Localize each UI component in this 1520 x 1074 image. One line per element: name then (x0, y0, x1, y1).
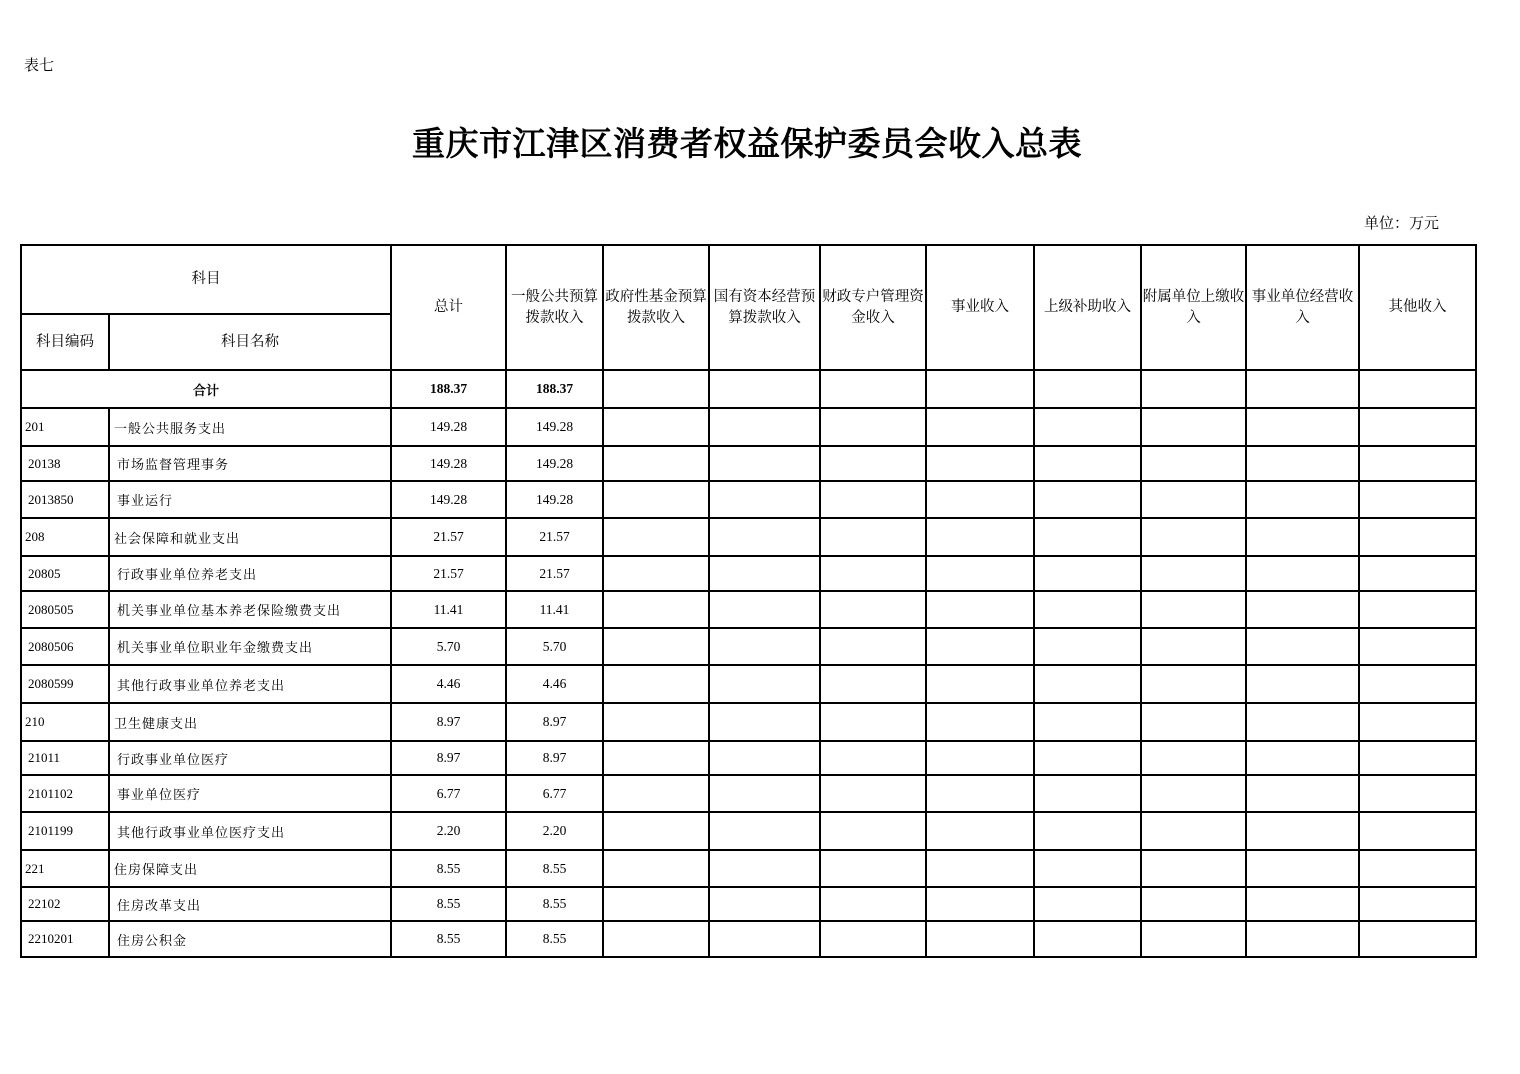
unit-label: 单位：万元 (1364, 214, 1440, 232)
header-col: 一般公共预算拨款收入 (506, 245, 603, 370)
header-code: 科目编码 (21, 314, 109, 370)
row-value (926, 703, 1034, 741)
row-value: 11.41 (391, 591, 506, 628)
header-col: 总计 (391, 245, 506, 370)
row-code: 2101199 (21, 812, 109, 850)
row-name: 事业单位医疗 (109, 775, 391, 812)
row-value: 8.55 (506, 887, 603, 921)
row-code: 2210201 (21, 921, 109, 957)
total-cell (1359, 370, 1476, 408)
header-name: 科目名称 (109, 314, 391, 370)
row-value (1359, 408, 1476, 446)
row-name: 住房公积金 (109, 921, 391, 957)
row-name: 社会保障和就业支出 (109, 518, 391, 556)
row-value (820, 665, 926, 703)
row-value (1246, 703, 1359, 741)
table-row (21, 556, 1476, 591)
header-col: 事业单位经营收入 (1246, 245, 1359, 370)
row-value (709, 850, 820, 887)
row-value (926, 665, 1034, 703)
row-value (1141, 591, 1246, 628)
row-value (820, 741, 926, 775)
table-row (21, 850, 1476, 887)
row-value (1359, 481, 1476, 518)
row-value (1034, 591, 1141, 628)
row-name: 其他行政事业单位医疗支出 (109, 812, 391, 850)
row-value: 8.55 (391, 850, 506, 887)
row-value (820, 921, 926, 957)
total-row (21, 370, 1476, 408)
total-cell: 188.37 (391, 370, 506, 408)
table-row (21, 921, 1476, 957)
row-value (926, 446, 1034, 481)
row-value (1034, 850, 1141, 887)
row-value (1246, 556, 1359, 591)
row-value (1141, 665, 1246, 703)
row-name: 其他行政事业单位养老支出 (109, 665, 391, 703)
row-value: 21.57 (391, 518, 506, 556)
row-value (926, 741, 1034, 775)
total-label: 合计 (21, 370, 391, 408)
row-name: 机关事业单位基本养老保险缴费支出 (109, 591, 391, 628)
row-code: 21011 (21, 741, 109, 775)
row-value: 149.28 (506, 446, 603, 481)
row-value (1359, 775, 1476, 812)
table-row (21, 703, 1476, 741)
row-value: 8.97 (506, 741, 603, 775)
row-value (1034, 556, 1141, 591)
row-value: 149.28 (391, 446, 506, 481)
row-value (1246, 481, 1359, 518)
row-name: 一般公共服务支出 (109, 408, 391, 446)
row-value: 4.46 (506, 665, 603, 703)
row-value (1034, 446, 1141, 481)
row-value (1359, 628, 1476, 665)
row-value (603, 703, 709, 741)
row-value (603, 591, 709, 628)
row-value: 21.57 (506, 518, 603, 556)
income-table (20, 244, 1477, 958)
row-name: 事业运行 (109, 481, 391, 518)
row-value: 149.28 (506, 408, 603, 446)
row-value (1359, 665, 1476, 703)
row-name: 卫生健康支出 (109, 703, 391, 741)
row-value (820, 812, 926, 850)
row-code: 22102 (21, 887, 109, 921)
table-number-label: 表七 (24, 56, 55, 74)
row-code: 2080599 (21, 665, 109, 703)
row-value (603, 518, 709, 556)
row-code: 2101102 (21, 775, 109, 812)
total-cell (1034, 370, 1141, 408)
row-value (1141, 850, 1246, 887)
total-cell (1141, 370, 1246, 408)
row-value (1246, 812, 1359, 850)
row-value (926, 887, 1034, 921)
row-value: 8.97 (391, 741, 506, 775)
row-code: 208 (21, 518, 109, 556)
row-value: 8.97 (391, 703, 506, 741)
row-value (1359, 556, 1476, 591)
row-value (603, 775, 709, 812)
row-value (1359, 741, 1476, 775)
row-value (1359, 591, 1476, 628)
row-value (709, 812, 820, 850)
row-value (1034, 408, 1141, 446)
table-row (21, 591, 1476, 628)
row-value (603, 921, 709, 957)
row-value (1034, 741, 1141, 775)
row-value: 21.57 (391, 556, 506, 591)
row-value (820, 775, 926, 812)
row-value (1141, 703, 1246, 741)
row-value (820, 591, 926, 628)
row-value: 8.55 (391, 921, 506, 957)
row-value (603, 887, 709, 921)
row-value (1141, 887, 1246, 921)
row-value (709, 921, 820, 957)
row-value (1246, 741, 1359, 775)
row-value (926, 775, 1034, 812)
row-value (709, 446, 820, 481)
row-name: 市场监督管理事务 (109, 446, 391, 481)
row-value (1034, 703, 1141, 741)
row-name: 住房改革支出 (109, 887, 391, 921)
row-code: 210 (21, 703, 109, 741)
row-value: 4.46 (391, 665, 506, 703)
row-code: 2080506 (21, 628, 109, 665)
row-value (1034, 628, 1141, 665)
row-code: 221 (21, 850, 109, 887)
row-value (603, 446, 709, 481)
table-row (21, 665, 1476, 703)
total-cell (603, 370, 709, 408)
total-cell: 188.37 (506, 370, 603, 408)
row-value (709, 887, 820, 921)
row-value (709, 481, 820, 518)
row-name: 机关事业单位职业年金缴费支出 (109, 628, 391, 665)
row-value (1141, 921, 1246, 957)
row-value (1359, 850, 1476, 887)
row-value (709, 665, 820, 703)
row-value (1359, 921, 1476, 957)
row-value (820, 703, 926, 741)
row-value (1246, 921, 1359, 957)
header-subject: 科目 (21, 245, 391, 314)
row-value (820, 518, 926, 556)
row-value (603, 628, 709, 665)
row-value: 149.28 (391, 481, 506, 518)
row-value: 8.55 (506, 850, 603, 887)
total-cell (709, 370, 820, 408)
row-value: 6.77 (506, 775, 603, 812)
row-value (1246, 850, 1359, 887)
row-code: 201 (21, 408, 109, 446)
header-col: 政府性基金预算拨款收入 (603, 245, 709, 370)
row-value (1141, 408, 1246, 446)
row-value: 8.55 (391, 887, 506, 921)
row-value (1034, 812, 1141, 850)
row-value (1141, 518, 1246, 556)
row-value (820, 628, 926, 665)
row-value: 8.55 (506, 921, 603, 957)
row-name: 住房保障支出 (109, 850, 391, 887)
row-value: 2.20 (391, 812, 506, 850)
row-value (1246, 628, 1359, 665)
row-value: 6.77 (391, 775, 506, 812)
row-value (1246, 887, 1359, 921)
row-value (709, 556, 820, 591)
row-value (1034, 775, 1141, 812)
row-value (926, 556, 1034, 591)
row-value: 11.41 (506, 591, 603, 628)
header-col: 上级补助收入 (1034, 245, 1141, 370)
row-value (926, 591, 1034, 628)
row-value (709, 775, 820, 812)
row-value (820, 850, 926, 887)
row-value (1246, 591, 1359, 628)
row-value (1246, 446, 1359, 481)
row-value (1359, 703, 1476, 741)
row-value (820, 408, 926, 446)
total-cell (820, 370, 926, 408)
row-value (1141, 775, 1246, 812)
row-code: 2080505 (21, 591, 109, 628)
table-row (21, 518, 1476, 556)
table-row (21, 741, 1476, 775)
row-value (820, 446, 926, 481)
row-value (1034, 921, 1141, 957)
row-value (603, 481, 709, 518)
row-value (926, 481, 1034, 518)
header-col: 其他收入 (1359, 245, 1476, 370)
row-value (1246, 408, 1359, 446)
row-value (709, 408, 820, 446)
page-title: 重庆市江津区消费者权益保护委员会收入总表 (412, 124, 1082, 163)
table-row (21, 812, 1476, 850)
row-value (926, 408, 1034, 446)
row-value (1359, 887, 1476, 921)
row-value (1034, 481, 1141, 518)
row-value (709, 591, 820, 628)
table-row (21, 775, 1476, 812)
row-value: 5.70 (391, 628, 506, 665)
row-value (709, 741, 820, 775)
header-col: 附属单位上缴收入 (1141, 245, 1246, 370)
row-value: 21.57 (506, 556, 603, 591)
row-value (820, 481, 926, 518)
row-value (1141, 812, 1246, 850)
row-value (926, 850, 1034, 887)
row-code: 20805 (21, 556, 109, 591)
row-value (1359, 446, 1476, 481)
row-value (926, 921, 1034, 957)
row-value: 149.28 (391, 408, 506, 446)
row-value (709, 628, 820, 665)
table-row (21, 628, 1476, 665)
row-value (820, 887, 926, 921)
row-value (1359, 518, 1476, 556)
row-value (926, 628, 1034, 665)
header-col: 国有资本经营预算拨款收入 (709, 245, 820, 370)
row-value: 5.70 (506, 628, 603, 665)
header-col: 事业收入 (926, 245, 1034, 370)
row-value (1034, 665, 1141, 703)
row-value (603, 812, 709, 850)
row-value (603, 741, 709, 775)
row-value (603, 665, 709, 703)
row-value (709, 518, 820, 556)
row-name: 行政事业单位医疗 (109, 741, 391, 775)
header-col: 财政专户管理资金收入 (820, 245, 926, 370)
table-body (21, 370, 1476, 957)
row-value (603, 556, 709, 591)
table-row (21, 887, 1476, 921)
row-name: 行政事业单位养老支出 (109, 556, 391, 591)
row-value (603, 850, 709, 887)
row-value (1246, 665, 1359, 703)
row-value (1141, 556, 1246, 591)
row-value (709, 703, 820, 741)
row-value (926, 812, 1034, 850)
row-value (1034, 518, 1141, 556)
row-value (1141, 446, 1246, 481)
row-value (1141, 481, 1246, 518)
row-value (1246, 518, 1359, 556)
table-row (21, 446, 1476, 481)
row-value (1246, 775, 1359, 812)
table-row (21, 481, 1476, 518)
total-cell (926, 370, 1034, 408)
row-value (1141, 628, 1246, 665)
row-value (926, 518, 1034, 556)
row-code: 2013850 (21, 481, 109, 518)
row-value (1141, 741, 1246, 775)
row-value (1034, 887, 1141, 921)
row-value (1359, 812, 1476, 850)
row-code: 20138 (21, 446, 109, 481)
row-value: 149.28 (506, 481, 603, 518)
total-cell (1246, 370, 1359, 408)
row-value: 2.20 (506, 812, 603, 850)
row-value (603, 408, 709, 446)
row-value: 8.97 (506, 703, 603, 741)
table-row (21, 408, 1476, 446)
row-value (820, 556, 926, 591)
